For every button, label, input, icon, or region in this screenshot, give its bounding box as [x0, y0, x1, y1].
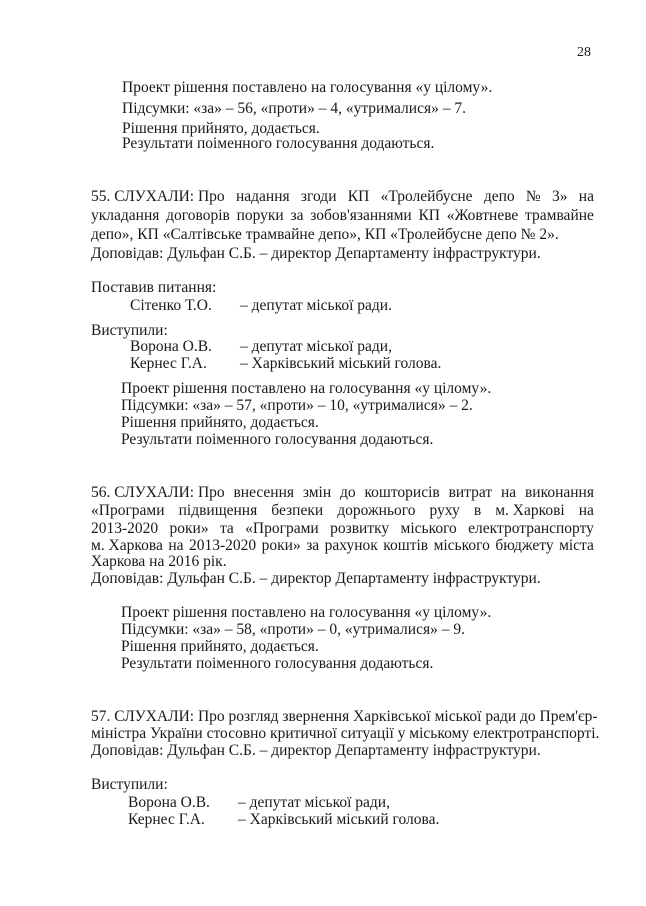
vote-results: Підсумки: «за» – 56, «проти» – 4, «утрималися» – 7.	[122, 100, 466, 117]
results-note: Результати поіменного голосування додаються.	[121, 655, 434, 672]
speaker-name: Ворона О.В.	[130, 338, 212, 355]
decision-line: Рішення прийнято, додається.	[121, 414, 319, 431]
item-55-heading-line-3: депо», КП «Салтівське трамвайне депо», КП «Тролейбусне депо № 2».	[91, 226, 559, 243]
raised-question-label: Поставив питання:	[91, 279, 217, 296]
speakers-label: Виступили:	[91, 322, 168, 339]
word: рахунок	[324, 537, 378, 554]
speaker-role: – депутат міської ради,	[238, 794, 390, 811]
word: 2013-2020	[91, 520, 159, 537]
word: надання	[235, 188, 290, 205]
word: на	[578, 188, 594, 205]
vote-results: Підсумки: «за» – 58, «проти» – 0, «утрималися» – 9.	[121, 621, 465, 638]
item-57-heading-line-1: 57. СЛУХАЛИ: Про розгляд звернення Харківської міської ради до Прем'єр-	[91, 708, 598, 725]
speaker-name: Кернес Г.А.	[130, 355, 207, 372]
word: дорожнього	[337, 502, 416, 519]
item-56-heading-line-1	[91, 484, 594, 502]
vote-line: Проект рішення поставлено на голосування «у цілому».	[122, 79, 493, 96]
word: укладання	[91, 207, 160, 224]
word: КП	[418, 207, 440, 224]
results-note: Результати поіменного голосування додаються.	[122, 135, 435, 152]
word: поруки	[236, 207, 284, 224]
speakers-label: Виступили:	[91, 776, 168, 793]
word: роки»	[169, 520, 209, 537]
word: 3»	[552, 188, 568, 205]
word: зобов'язаннями	[310, 207, 412, 224]
word: за	[306, 537, 320, 554]
decision-line: Рішення прийнято, додається.	[122, 120, 320, 137]
word: розвитку	[330, 520, 390, 537]
word: 2013-2020	[189, 537, 257, 554]
word: безпеки	[271, 502, 324, 519]
speaker-role: – депутат міської ради,	[240, 338, 392, 355]
word: кошторисів	[364, 484, 440, 501]
word: «Програми	[91, 502, 165, 519]
word: електротранспорту	[468, 520, 594, 537]
vote-results: Підсумки: «за» – 57, «проти» – 10, «утрималися» – 2.	[121, 397, 473, 414]
results-note: Результати поіменного голосування додаються.	[121, 431, 434, 448]
word: «Програми	[245, 520, 319, 537]
word: та	[219, 520, 234, 537]
item-55-heading-line-2	[91, 207, 594, 225]
speaker-role: – Харківський міський голова.	[240, 355, 442, 372]
item-57-reporter: Доповідав: Дульфан С.Б. – директор Департаменту інфраструктури.	[91, 742, 541, 759]
word: «Тролейбусне	[380, 188, 473, 205]
vote-line: Проект рішення поставлено на голосування «у цілому».	[121, 380, 492, 397]
word: міста	[559, 537, 594, 554]
page-number: 28	[577, 45, 591, 60]
raised-question-role: – депутат міської ради.	[240, 297, 392, 314]
word: м. Харкові	[495, 502, 565, 519]
word: на	[578, 502, 594, 519]
word: 56. СЛУХАЛИ: Про	[91, 484, 225, 501]
word: №	[525, 188, 541, 205]
speaker-name: Кернес Г.А.	[128, 811, 205, 828]
word: депо	[483, 188, 515, 205]
speaker-name: Ворона О.В.	[128, 794, 210, 811]
word: за	[290, 207, 304, 224]
word: внесення	[233, 484, 295, 501]
item-55-reporter: Доповідав: Дульфан С.Б. – директор Департаменту інфраструктури.	[91, 245, 541, 262]
item-56-heading-line-2	[91, 502, 594, 520]
word: 55. СЛУХАЛИ: Про	[91, 188, 225, 205]
word: згоди	[300, 188, 337, 205]
word: міського	[433, 537, 490, 554]
item-57-heading-line-2: міністра України стосовно критичної ситуації у міському електротранспорті.	[91, 725, 600, 742]
word: витрат	[448, 484, 493, 501]
item-56-heading-line-3	[91, 520, 594, 538]
decision-line: Рішення прийнято, додається.	[121, 638, 319, 655]
word: міського	[400, 520, 457, 537]
word: змін	[302, 484, 332, 501]
word: до	[339, 484, 356, 501]
word: КП	[347, 188, 370, 205]
word: бюджету	[495, 537, 554, 554]
word: руху	[429, 502, 460, 519]
item-56-heading-line-5: Харкова на 2016 рік.	[91, 553, 227, 570]
word: роки»	[261, 537, 301, 554]
item-55-heading-line-1	[91, 188, 594, 206]
word: м. Харкова	[91, 537, 163, 554]
word: на	[168, 537, 184, 554]
word: коштів	[383, 537, 429, 554]
word: підвищення	[178, 502, 258, 519]
word: «Жовтневе	[446, 207, 519, 224]
word: договорів	[166, 207, 230, 224]
raised-question-name: Сітенко Т.О.	[130, 297, 212, 314]
word: трамвайне	[525, 207, 594, 224]
vote-line: Проект рішення поставлено на голосування «у цілому».	[121, 604, 492, 621]
word: на	[500, 484, 517, 501]
speaker-role: – Харківський міський голова.	[238, 811, 440, 828]
word: виконання	[524, 484, 594, 501]
word: в	[473, 502, 482, 519]
item-56-reporter: Доповідав: Дульфан С.Б. – директор Департаменту інфраструктури.	[91, 570, 541, 587]
